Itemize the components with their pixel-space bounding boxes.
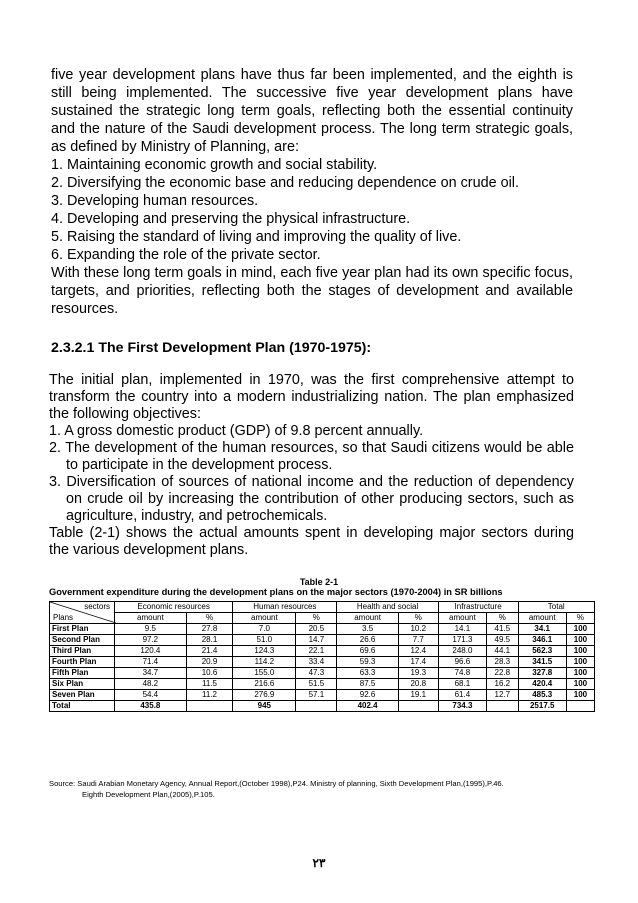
body-text-first-plan	[49, 372, 574, 559]
total-value-cell	[487, 701, 518, 712]
total-value-cell: 2517.5	[518, 701, 566, 712]
amount-header: amount	[115, 613, 187, 624]
value-cell: 41.5	[487, 624, 518, 635]
group-header: Total	[518, 602, 594, 613]
total-value-cell	[296, 701, 337, 712]
total-value-cell: 945	[233, 701, 296, 712]
text-line: is still being implemented. The successive five year development plans have	[51, 67, 574, 101]
value-cell: 20.5	[296, 624, 337, 635]
value-cell: 19.1	[398, 690, 438, 701]
total-value-cell: 402.4	[337, 701, 398, 712]
amount-header: amount	[233, 613, 296, 624]
total-value-cell	[566, 701, 594, 712]
value-cell: 7.0	[233, 624, 296, 635]
value-cell: 87.5	[337, 679, 398, 690]
value-cell: 27.8	[186, 624, 233, 635]
value-cell: 16.2	[487, 679, 518, 690]
value-cell: 3.5	[337, 624, 398, 635]
amount-header: amount	[518, 613, 566, 624]
value-cell: 420.4	[518, 679, 566, 690]
value-cell: 51.5	[296, 679, 337, 690]
table-header-row	[50, 602, 595, 613]
value-cell: 10.2	[398, 624, 438, 635]
text-line: sustained the strategic long term goals, reflecting both the essential continuity	[51, 103, 573, 119]
value-cell: 22.8	[487, 668, 518, 679]
table-row	[50, 657, 595, 668]
pct-header: %	[186, 613, 233, 624]
value-cell: 34.1	[518, 624, 566, 635]
value-cell: 9.5	[115, 624, 187, 635]
goal-item: 1. Maintaining economic growth and social stability.	[51, 157, 378, 173]
text-line: With these long term goals in mind, each five year plan had its own specific	[51, 265, 531, 281]
text-line: and the nature of the Saudi development process. The long term strategic	[51, 121, 530, 137]
first-plan-intro: The initial plan, implemented in 1970, was the first comprehensive attempt to transform the country into a modern industrializing nation. The plan emphasized the following objectives:	[49, 372, 574, 422]
value-cell: 14.7	[296, 635, 337, 646]
value-cell: 74.8	[438, 668, 486, 679]
amount-header: amount	[337, 613, 398, 624]
goal-item: 4. Developing and preserving the physical infrastructure.	[51, 211, 411, 227]
objective-item: 2. The development of the human resources, so that Saudi citizens would be able to participate in the development process.	[49, 440, 574, 473]
pct-header: %	[487, 613, 518, 624]
first-plan-closing: Table (2-1) shows the actual amounts spent in developing major sectors during the various development plans.	[49, 525, 574, 558]
goals-list	[51, 156, 573, 264]
value-cell: 49.5	[487, 635, 518, 646]
value-cell: 171.3	[438, 635, 486, 646]
corner-plans-label: Plans	[53, 613, 74, 622]
value-cell: 12.7	[487, 690, 518, 701]
expenditure-table	[49, 601, 595, 712]
corner-cell	[50, 602, 115, 624]
value-cell: 12.4	[398, 646, 438, 657]
plan-name-cell: Third Plan	[50, 646, 115, 657]
value-cell: 51.0	[233, 635, 296, 646]
closing-paragraph	[51, 264, 573, 318]
value-cell: 68.1	[438, 679, 486, 690]
objective-item: 3. Diversification of sources of national income and the reduction of dependency on crude oil by increasing the contribution of other producing sectors, such as agriculture, industry, and petrochemicals.	[49, 474, 574, 524]
page-number: ٢٣	[312, 856, 326, 870]
table-row	[50, 690, 595, 701]
value-cell: 96.6	[438, 657, 486, 668]
goal-item: 6. Expanding the role of the private sector.	[51, 247, 321, 263]
value-cell: 17.4	[398, 657, 438, 668]
value-cell: 7.7	[398, 635, 438, 646]
text-line: goals, as defined by Ministry of Planning, are:	[51, 121, 574, 155]
source-note	[49, 778, 504, 800]
text-line: available resources.	[51, 283, 573, 317]
plan-name-cell: Second Plan	[50, 635, 115, 646]
value-cell: 22.1	[296, 646, 337, 657]
value-cell: 21.4	[186, 646, 233, 657]
value-cell: 10.6	[186, 668, 233, 679]
value-cell: 114.2	[233, 657, 296, 668]
total-value-cell: 734.3	[438, 701, 486, 712]
value-cell: 59.3	[337, 657, 398, 668]
value-cell: 48.2	[115, 679, 187, 690]
text-line: focus, targets, and priorities, reflecting both the stages of development and	[51, 265, 574, 299]
table-row	[50, 624, 595, 635]
plan-name-cell: Seven Plan	[50, 690, 115, 701]
plan-name-cell: Fourth Plan	[50, 657, 115, 668]
source-line: Source: Saudi Arabian Monetary Agency, Annual Report,(October 1998),P24. Ministry of planning, Sixth Development Plan,(1995),P.46.	[49, 779, 504, 788]
value-cell: 562.3	[518, 646, 566, 657]
value-cell: 276.9	[233, 690, 296, 701]
value-cell: 100	[566, 679, 594, 690]
value-cell: 34.7	[115, 668, 187, 679]
value-cell: 69.6	[337, 646, 398, 657]
value-cell: 100	[566, 624, 594, 635]
value-cell: 54.4	[115, 690, 187, 701]
corner-sectors-label: sectors	[84, 602, 110, 611]
table-title: Government expenditure during the development plans on the major sectors (1970-2004) in SR billions	[49, 587, 503, 597]
value-cell: 11.5	[186, 679, 233, 690]
value-cell: 248.0	[438, 646, 486, 657]
table-row	[50, 668, 595, 679]
value-cell: 47.3	[296, 668, 337, 679]
value-cell: 19.3	[398, 668, 438, 679]
table-caption: Table 2-1	[299, 577, 339, 587]
value-cell: 485.3	[518, 690, 566, 701]
value-cell: 216.6	[233, 679, 296, 690]
goal-item: 3. Developing human resources.	[51, 193, 259, 209]
value-cell: 327.8	[518, 668, 566, 679]
objective-item: 1. A gross domestic product (GDP) of 9.8 percent annually.	[49, 423, 424, 439]
group-header: Human resources	[233, 602, 337, 613]
table-row	[50, 635, 595, 646]
value-cell: 92.6	[337, 690, 398, 701]
group-header: Economic resources	[115, 602, 233, 613]
total-label-cell: Total	[50, 701, 115, 712]
value-cell: 100	[566, 690, 594, 701]
plan-name-cell: Fifth Plan	[50, 668, 115, 679]
value-cell: 100	[566, 635, 594, 646]
value-cell: 346.1	[518, 635, 566, 646]
body-text-top	[51, 66, 573, 318]
group-header: Health and social	[337, 602, 438, 613]
value-cell: 155.0	[233, 668, 296, 679]
group-header: Infrastructure	[438, 602, 518, 613]
value-cell: 61.4	[438, 690, 486, 701]
table-row	[50, 679, 595, 690]
value-cell: 14.1	[438, 624, 486, 635]
table-row	[50, 646, 595, 657]
value-cell: 124.3	[233, 646, 296, 657]
goal-item: 5. Raising the standard of living and improving the quality of live.	[51, 229, 462, 245]
goal-item: 2. Diversifying the economic base and reducing dependence on crude oil.	[51, 175, 519, 191]
value-cell: 341.5	[518, 657, 566, 668]
value-cell: 20.8	[398, 679, 438, 690]
section-heading: 2.3.2.1 The First Development Plan (1970-1975):	[51, 340, 372, 356]
value-cell: 100	[566, 646, 594, 657]
value-cell: 57.1	[296, 690, 337, 701]
value-cell: 28.1	[186, 635, 233, 646]
amount-header: amount	[438, 613, 486, 624]
value-cell: 120.4	[115, 646, 187, 657]
value-cell: 100	[566, 657, 594, 668]
total-value-cell: 435.8	[115, 701, 187, 712]
table-total-row	[50, 701, 595, 712]
value-cell: 63.3	[337, 668, 398, 679]
pct-header: %	[296, 613, 337, 624]
value-cell: 28.3	[487, 657, 518, 668]
value-cell: 97.2	[115, 635, 187, 646]
plan-name-cell: Six Plan	[50, 679, 115, 690]
value-cell: 11.2	[186, 690, 233, 701]
value-cell: 44.1	[487, 646, 518, 657]
value-cell: 26.6	[337, 635, 398, 646]
value-cell: 33.4	[296, 657, 337, 668]
source-line: Eighth Development Plan,(2005),P.105.	[82, 790, 215, 799]
table-subheader-row	[50, 613, 595, 624]
intro-paragraph	[51, 66, 573, 156]
pct-header: %	[566, 613, 594, 624]
total-value-cell	[186, 701, 233, 712]
value-cell: 100	[566, 668, 594, 679]
text-line: five year development plans have thus far been implemented, and the eighth	[51, 67, 557, 83]
pct-header: %	[398, 613, 438, 624]
value-cell: 20.9	[186, 657, 233, 668]
total-value-cell	[398, 701, 438, 712]
value-cell: 71.4	[115, 657, 187, 668]
plan-name-cell: First Plan	[50, 624, 115, 635]
